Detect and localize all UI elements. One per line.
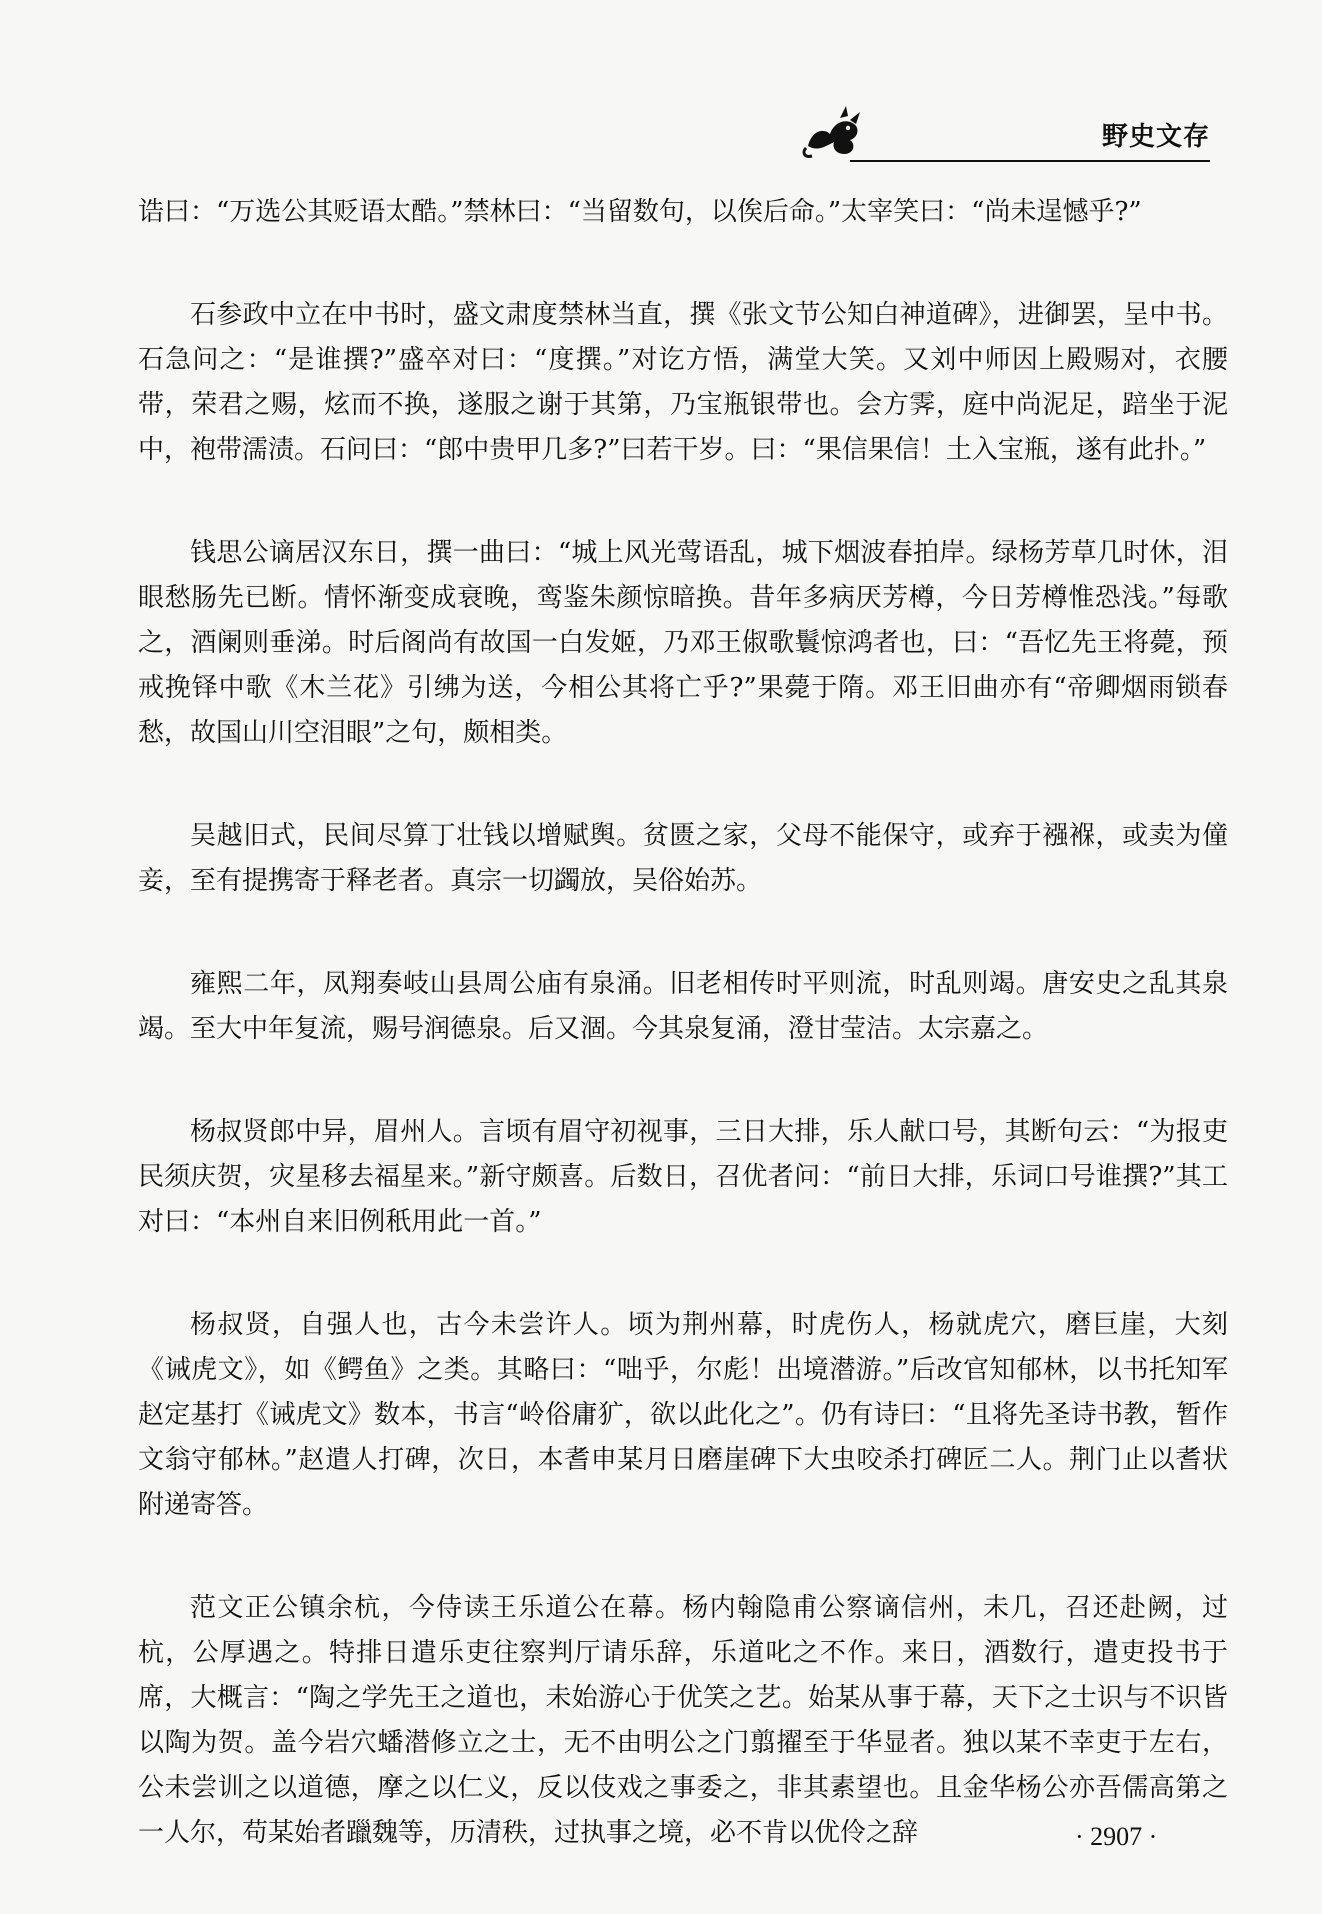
text-body	[138, 190, 1228, 1914]
paragraph: 杨叔贤，自强人也，古今未尝许人。顷为荆州幕，时虎伤人，杨就虎穴，磨巨崖，大刻《诫虎文》，如《鳄鱼》之类。其略曰：“咄乎，尔彪！出境潜游。”后改官知郁林，以书托知军赵定基打《诫虎文》数本，书言“岭俗庸犷，欲以此化之”。仍有诗曰：“且将先圣诗书教，暂作文翁守郁林。”赵遣人打碑，次日，本耆申某月日磨崖碑下大虫咬杀打碑匠二人。荆门止以耆状附递寄答。	[138, 1310, 1228, 1520]
paragraph: 范文正公镇余杭，今侍读王乐道公在幕。杨内翰隐甫公察谪信州，未几，召还赴阙，过杭，公厚遇之。特排日遣乐吏往察判厅请乐辞，乐道叱之不作。来日，酒数行，遣吏投书于席，大概言：“陶之学先王之道也，未始游心于优笑之艺。始某从事于幕，天下之士识与不识皆以陶为贺。盖今岩穴蟠潜修立之士，无不由明公之门翦擢至于华显者。独以某不幸吏于左右，公未尝训之以道德，摩之以仁义，反以伎戏之事委之，非其素望也。且金华杨公亦吾儒高第之一人尔，苟某始者躐魏等，历清秩，过执事之境，必不肯以优伶之辞	[138, 1593, 1228, 1848]
paragraph: 诰曰：“万选公其贬语太酷。”禁林曰：“当留数句，以俟后命。”太宰笑曰：“尚未逞憾乎?”	[138, 197, 1142, 227]
dragon-emblem-icon	[800, 100, 866, 160]
paragraph: 杨叔贤郎中异，眉州人。言顷有眉守初视事，三日大排，乐人献口号，其断句云：“为报吏民须庆贺，灾星移去福星来。”新守颇喜。后数日，召优者问：“前日大排，乐词口号谁撰?”其工对曰：“本州自来旧例秖用此一首。”	[138, 1117, 1228, 1237]
paragraph: 石参政中立在中书时，盛文肃度禁林当直，撰《张文节公知白神道碑》，进御罢，呈中书。石急问之：“是谁撰?”盛卒对曰：“度撰。”对讫方悟，满堂大笑。又刘中师因上殿赐对，衣腰带，荣君之赐，炫而不换，遂服之谢于其第，乃宝瓶银带也。会方霁，庭中尚泥足，踣坐于泥中，袍带濡渍。石问曰：“郎中贵甲几多?”曰若干岁。曰：“果信果信！土入宝瓶，遂有此扑。”	[138, 300, 1228, 465]
paragraph: 吴越旧式，民间尽算丁壮钱以增赋舆。贫匮之家，父母不能保守，或弃于襁褓，或卖为僮妾，至有提携寄于释老者。真宗一切蠲放，吴俗始苏。	[138, 821, 1228, 896]
paragraph: 雍熙二年，凤翔奏岐山县周公庙有泉涌。旧老相传时平则流，时乱则竭。唐安史之乱其泉竭。至大中年复流，赐号润德泉。后又涸。今其泉复涌，澄甘莹洁。太宗嘉之。	[138, 969, 1228, 1044]
page-number: · 2907 ·	[1075, 1822, 1158, 1851]
header-divider	[850, 160, 1210, 162]
header-title: 野史文存	[1101, 122, 1210, 152]
paragraph: 钱思公谪居汉东日，撰一曲曰：“城上风光莺语乱，城下烟波春拍岸。绿杨芳草几时休，泪眼愁肠先已断。情怀渐变成衰晚，鸾鉴朱颜惊暗换。昔年多病厌芳樽，今日芳樽惟恐浅。”每歌之，酒阑则垂涕。时后阁尚有故国一白发姬，乃邓王俶歌鬟惊鸿者也，曰：“吾忆先王将薨，预戒挽铎中歌《木兰花》引绋为送，今相公其将亡乎?”果薨于隋。邓王旧曲亦有“帝卿烟雨锁春愁，故国山川空泪眼”之句，颇相类。	[138, 538, 1228, 748]
running-header	[790, 100, 1210, 166]
